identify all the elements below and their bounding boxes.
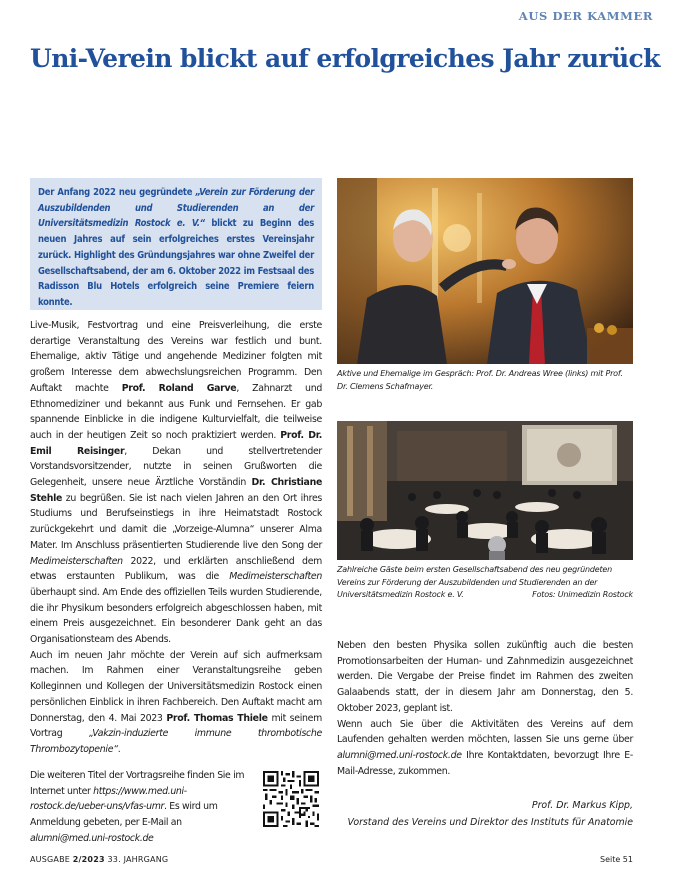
- name-stehle: Dr. Christiane Stehle: [30, 477, 323, 504]
- text-run: mit seinem Vortrag: [30, 712, 322, 740]
- page-number: Seite 51: [599, 855, 633, 864]
- name-reisinger: Prof. Dr. Emil Reisinger: [30, 429, 322, 457]
- text-run: Live-Musik, Festvortrag und eine Preisverleihung, die erste derartige Veranstaltung des Vereins war festlich und bunt. Ehemalige, aktiv Tätige und angehende Mediziner folgten mit großem Interesse dem abwechslungsreichen Programm. Den Auftakt machte: [30, 320, 322, 394]
- text-run: 2022, und erklärten anschließend dem etwas erstaunten Publikum, was die: [30, 555, 322, 583]
- photo-credit: Fotos: Unimedizin Rostock: [532, 590, 633, 600]
- author-signature: [333, 798, 633, 831]
- section-tag: AUS DER KAMMER: [518, 9, 653, 23]
- body-column-right: [337, 638, 633, 779]
- text-run: Die weiteren Titel der Vortragsreihe finden Sie im Internet unter: [30, 770, 245, 797]
- text-run: Ihre Kontaktdaten, bevorzugt Ihre E-Mail-Adresse, zukommen.: [337, 749, 633, 777]
- photo1-caption: Aktive und Ehemalige im Gespräch: Prof. Dr. Andreas Wree (links) mit Prof. Dr. Clemens Schafmayer.: [337, 369, 623, 391]
- qr-code[interactable]: [263, 771, 319, 827]
- text-run: , Dekan und stellvertretender Vorstandsvorsitzender, nutzte in seinen Grußworten die Gelegenheit, unsere neue Ärztliche Vorständin: [30, 445, 322, 489]
- footer-issue: [30, 855, 168, 864]
- series-link[interactable]: https://www.med.uni-rostock.de/ueber-uns/vfas-umr: [30, 785, 187, 813]
- author-role: Vorstand des Vereins und Direktor des Instituts für Anatomie: [347, 816, 633, 828]
- author-name: Prof. Dr. Markus Kipp,: [531, 800, 633, 811]
- photo-conversation: [337, 178, 633, 364]
- photo2-caption: [337, 564, 633, 602]
- lead-text-start: Der Anfang 2022 neu gegründete: [38, 187, 196, 198]
- name-thiele: Prof. Thomas Thiele: [166, 712, 268, 724]
- lecture-series-info: [30, 768, 252, 847]
- lead-org-name: „Verein zur Förderung der Auszubildenden und Studierenden an der Universitätsmedizin Rostock e. V.“: [38, 187, 315, 230]
- article-headline: Uni-Verein blickt auf erfolgreiches Jahr zurück: [30, 44, 660, 73]
- text-run: überhaupt sind. Am Ende des offiziellen Teils wurden Studierende, die ihr Physikum besonders erfolgreich abgeschlossen haben, mit einem Preis ausgezeichnet. Ein besonderer Dank geht an das Organisationsteam des Abends.: [30, 586, 322, 646]
- text-run: zu begrüßen. Sie ist nach vielen Jahren an den Ort ihres Studiums und Berufseinstiegs in ihre Heimatstadt Rostock zurückgekehrt und damit die „Vorzeige-Alumna“ unserer Alma Mater. Im Anschluss präsentierten Studierende live den Song der: [30, 492, 322, 551]
- right-paragraph-1: Neben den besten Physika sollen zukünftig auch die besten Promotionsarbeiten der Human- und Zahnmedizin ausgezeichnet werden. Die Vergabe der Preise findet im Rahmen des zweiten Galaabends statt, der in diesem Jahr am Donnerstag, den 5. Oktober 2023, geplant ist.: [337, 640, 633, 714]
- issue-label: AUSGABE: [30, 855, 71, 864]
- event-name: Medimeisterschaften: [229, 571, 322, 583]
- body-paragraph-2: [30, 648, 322, 758]
- text-run: Auch im neuen Jahr möchte der Verein auf sich aufmerksam machen. Im Rahmen einer Veranstaltungsreihe geben Kolleginnen und Kollegen der Universitätsmedizin Rostock einen persönlichen Einblick in ihren Fachbereich. Den Auftakt macht am Donnerstag, den 4. Mai 2023: [30, 649, 322, 724]
- lead-text-end: blickt zu Beginn des neuen Jahres auf sein erfolgreiches erstes Vereinsjahr zurück. Highlight des Gründungsjahres war ohne Zweifel der Gesellschaftsabend, der am 6. Oktober 2022 im Festsaal des Radisson Blu Hotels erfolgreich seine Premiere feiern konnte.: [38, 218, 314, 308]
- email-link[interactable]: alumni@med.uni-rostock.de: [337, 749, 462, 761]
- body-paragraph-3: [30, 768, 252, 847]
- text-run: . Es wird um Anmeldung gebeten, per E-Mail an: [30, 801, 218, 829]
- lead-box: [30, 178, 322, 310]
- photo-gala-audience: [337, 421, 633, 560]
- issue-number: 2/2023: [72, 855, 105, 864]
- photo2-caption-text: Zahlreiche Gäste beim ersten Gesellschaftsabend des neu gegründeten Vereins zur Förderung der Auszubildenden und Studierenden an der Universitätsmedizin Rostock e. V.: [337, 565, 612, 600]
- body-paragraph-1: [30, 318, 322, 648]
- event-name: Medimeisterschaften: [30, 555, 123, 567]
- volume-label: 33. JAHRGANG: [107, 855, 169, 864]
- email-link[interactable]: alumni@med.uni-rostock.de: [30, 832, 154, 844]
- text-run: .: [117, 743, 121, 755]
- right-paragraph-2: [337, 717, 633, 780]
- name-garve: Prof. Roland Garve: [121, 382, 237, 394]
- text-run: , Zahnarzt und Ethnomediziner und bekannt aus Funk und Fernsehen. Er gab spannende Einblicke in die indigene Kulturvielfalt, die teilweise auch in der heutigen Zeit so noch praktiziert werden.: [30, 382, 322, 441]
- body-column-left: [30, 318, 322, 758]
- lecture-title: „Vakzin-induzierte immune thrombotische Thrombozytopenie“: [30, 728, 322, 755]
- text-run: Wenn auch Sie über die Aktivitäten des Vereins auf dem Laufenden gehalten werden möchten, lassen Sie uns gerne über: [337, 718, 633, 746]
